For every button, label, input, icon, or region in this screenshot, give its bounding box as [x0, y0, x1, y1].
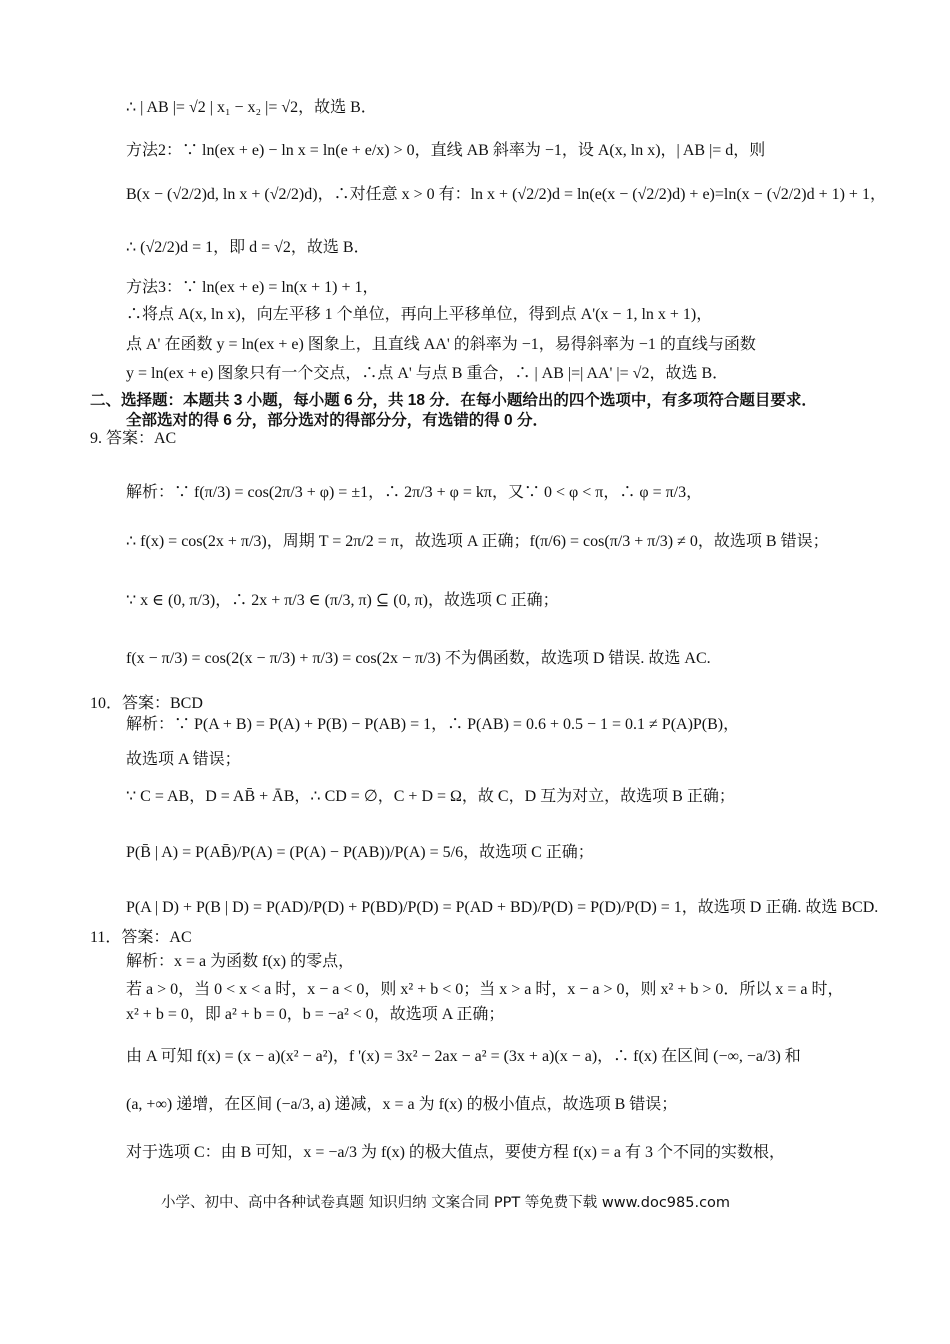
text-line: 若 a > 0，当 0 < x < a 时，x − a < 0，则 x² + b < 0；当 x > a 时，x − a > 0，则 x² + b > 0．所以 x = a 时， [126, 981, 844, 998]
page-footer: 小学、初中、高中各种试卷真题 知识归纳 文案合同 PPT 等免费下载 www.doc985.com [161, 1195, 731, 1211]
text-line: ∴ (√2/2)d = 1，即 d = √2，故选 B． [126, 239, 370, 256]
text-line: 解析：∵ f(π/3) = cos(2π/3 + φ) = ±1，∴ 2π/3 + φ = kπ，又∵ 0 < φ < π，∴ φ = π/3， [126, 484, 703, 501]
text-line: 方法2：∵ ln(ex + e) − ln x = ln(e + e/x) > 0，直线 AB 斜率为 −1，设 A(x, ln x)，| AB |= d，则 [126, 142, 766, 159]
text-line: f(x − π/3) = cos(2(x − π/3) + π/3) = cos(2x − π/3) 不为偶函数，故选项 D 错误. 故选 AC. [126, 650, 711, 667]
section-heading: 二、选择题：本题共 3 小题，每小题 6 分，共 18 分．在每小题给出的四个选项中，有多项符合题目要求． [90, 392, 817, 409]
answer-9: 9. 答案：AC [90, 430, 177, 447]
text-line: ∵ C = AB，D = AB̄ + ĀB，∴ CD = ∅，C + D = Ω，故 C，D 互为对立，故选项 B 正确； [126, 788, 735, 805]
text-line: ∴ f(x) = cos(2x + π/3)，周期 T = 2π/2 = π，故选项 A 正确；f(π/6) = cos(π/3 + π/3) ≠ 0，故选项 B 错误； [126, 533, 829, 550]
text-line: B(x − (√2/2)d, ln x + (√2/2)d)，∴对任意 x > 0 有：ln x + (√2/2)d = ln(e(x − (√2/2)d) + e)=ln(x − (√2/2)d + 1) + 1， [126, 186, 886, 203]
text-line: 点 A' 在函数 y = ln(ex + e) 图象上，且直线 AA' 的斜率为 −1，易得斜率为 −1 的直线与函数 [126, 336, 756, 353]
answer-11: 11．答案：AC [90, 929, 192, 946]
text-line: ∴将点 A(x, ln x)，向左平移 1 个单位，再向上平移单位，得到点 A'(x − 1, ln x + 1)， [126, 306, 713, 323]
text-line: 对于选项 C：由 B 可知，x = −a/3 为 f(x) 的极大值点，要使方程 f(x) = a 有 3 个不同的实数根， [126, 1144, 786, 1161]
text-line: y = ln(ex + e) 图象只有一个交点，∴点 A' 与点 B 重合，∴ | AB |=| AA' |= √2，故选 B． [126, 365, 729, 382]
answer-10: 10．答案：BCD [90, 695, 203, 712]
text-line: 故选项 A 错误； [126, 751, 241, 768]
text-line: P(B̄ | A) = P(AB̄)/P(A) = (P(A) − P(AB))/P(A) = 5/6，故选项 C 正确； [126, 844, 594, 861]
text-line: 解析：x = a 为函数 f(x) 的零点， [126, 953, 355, 970]
text-line: (a, +∞) 递增，在区间 (−a/3, a) 递减，x = a 为 f(x) 的极小值点，故选项 B 错误； [126, 1096, 678, 1113]
text-line: 方法3：∵ ln(ex + e) = ln(x + 1) + 1， [126, 279, 379, 296]
text-line: P(A | D) + P(B | D) = P(AD)/P(D) + P(BD)/P(D) = P(AD + BD)/P(D) = P(D)/P(D) = 1，故选项 D 正确. 故选 BCD. [126, 899, 879, 916]
text-line: 解析：∵ P(A + B) = P(A) + P(B) − P(AB) = 1，∴ P(AB) = 0.6 + 0.5 − 1 = 0.1 ≠ P(A)P(B)， [126, 716, 740, 733]
text-line: ∵ x ∈ (0, π/3)，∴ 2x + π/3 ∈ (π/3, π) ⊆ (0, π)，故选项 C 正确； [126, 592, 559, 609]
section-heading: 全部选对的得 6 分，部分选对的得部分分，有选错的得 0 分． [126, 412, 548, 429]
text-line: ∴ | AB |= √2 | x₁ − x₂ |= √2，故选 B． [126, 99, 377, 116]
text-line: x² + b = 0，即 a² + b = 0，b = −a² < 0，故选项 A 正确； [126, 1006, 505, 1023]
text-line: 由 A 可知 f(x) = (x − a)(x² − a²)，f '(x) = 3x² − 2ax − a² = (3x + a)(x − a)，∴ f(x) 在区间 (−∞, −a/3) 和 [126, 1048, 801, 1065]
